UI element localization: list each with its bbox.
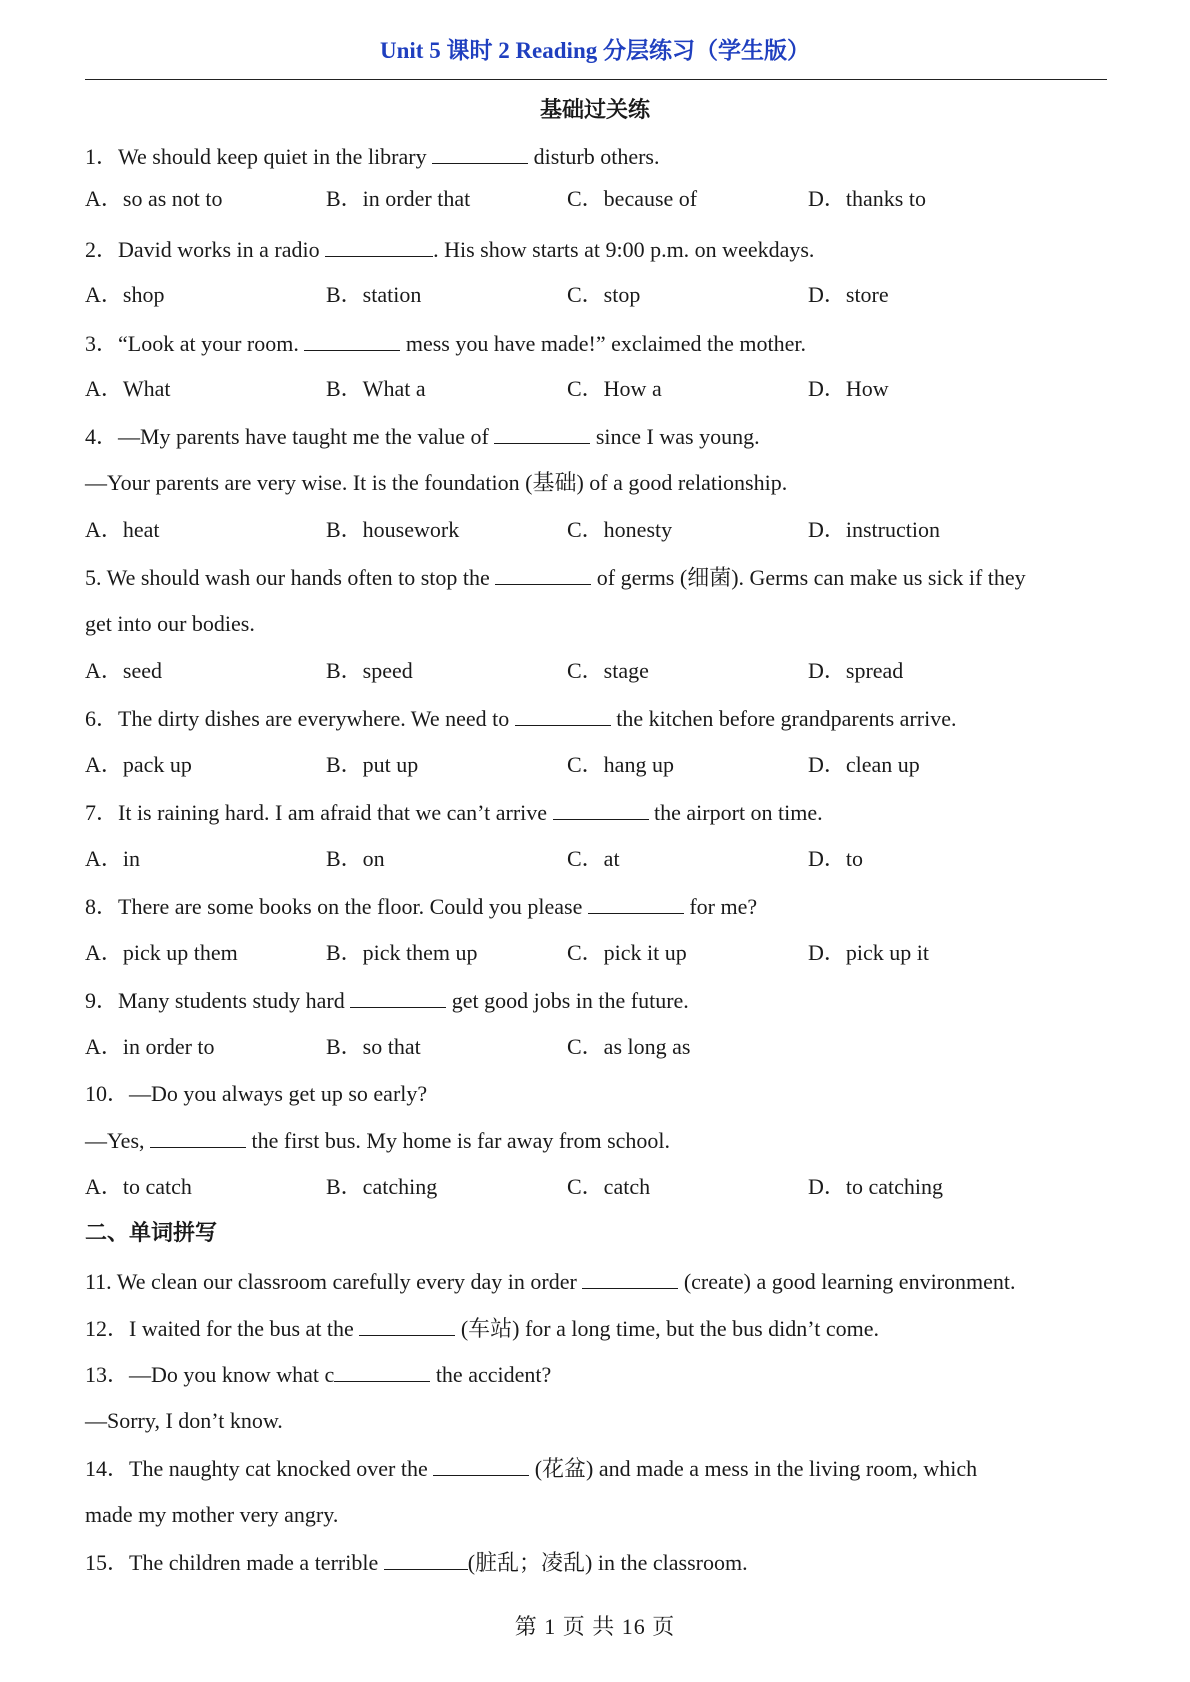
answer-blank: [304, 328, 400, 351]
page-number: 第 1 页 共 16 页: [514, 1614, 676, 1639]
answer-blank: [494, 421, 590, 444]
question-10: 10．—Do you always get up so early?: [85, 1081, 428, 1106]
option-a: A．shop: [85, 282, 165, 307]
question-4-reply: —Your parents are very wise. It is the foundation (基础) of a good relationship.: [85, 470, 788, 495]
option-c: C．catch: [567, 1174, 651, 1199]
section-2-title: 二、单词拼写: [85, 1220, 218, 1245]
option-c: C．stage: [567, 658, 649, 683]
option-b: B．speed: [326, 658, 413, 683]
option-b: B．in order that: [326, 186, 471, 211]
answer-blank: [582, 1266, 678, 1289]
document-title: Unit 5 课时 2 Reading 分层练习（学生版）: [380, 38, 810, 63]
question-15: 15．The children made a terrible (脏乱；凌乱) in the classroom.: [85, 1547, 748, 1578]
option-a: A．pick up them: [85, 940, 238, 965]
answer-blank: [384, 1547, 468, 1570]
question-5: 5. We should wash our hands often to stop the of germs (细菌). Germs can make us sick if they: [85, 562, 1026, 593]
question-4: 4．—My parents have taught me the value of since I was young.: [85, 421, 760, 452]
option-a: A．pack up: [85, 752, 192, 777]
option-b: B．catching: [326, 1174, 438, 1199]
option-d: D．pick up it: [808, 940, 929, 965]
option-a: A．What: [85, 376, 171, 401]
question-13: 13．—Do you know what c the accident?: [85, 1359, 551, 1390]
option-b: B．What a: [326, 376, 426, 401]
option-b: B．put up: [326, 752, 419, 777]
option-b: B．on: [326, 846, 385, 871]
question-12: 12．I waited for the bus at the (车站) for a long time, but the bus didn’t come.: [85, 1313, 879, 1344]
answer-blank: [325, 234, 433, 257]
options-10: [85, 1172, 1107, 1202]
option-c: C．hang up: [567, 752, 674, 777]
options-7: [85, 844, 1107, 874]
question-10-reply: —Yes, the first bus. My home is far away from school.: [85, 1125, 670, 1156]
question-5-cont: get into our bodies.: [85, 611, 255, 636]
option-a: A．so as not to: [85, 186, 223, 211]
option-d: D．thanks to: [808, 186, 926, 211]
answer-blank: [359, 1313, 455, 1336]
answer-blank: [150, 1125, 246, 1148]
answer-blank: [334, 1359, 430, 1382]
option-a: A．seed: [85, 658, 162, 683]
question-6: 6．The dirty dishes are everywhere. We need to the kitchen before grandparents arrive.: [85, 703, 956, 734]
option-d: D．clean up: [808, 752, 920, 777]
options-6: [85, 750, 1107, 780]
option-d: D．instruction: [808, 517, 940, 542]
question-14-cont: made my mother very angry.: [85, 1502, 339, 1527]
option-d: D．store: [808, 282, 889, 307]
option-b: B．so that: [326, 1034, 421, 1059]
option-d: D．How: [808, 376, 889, 401]
answer-blank: [432, 141, 528, 164]
options-8: [85, 938, 1107, 968]
question-7: 7．It is raining hard. I am afraid that we can’t arrive the airport on time.: [85, 797, 823, 828]
option-c: C．because of: [567, 186, 698, 211]
answer-blank: [433, 1453, 529, 1476]
option-b: B．station: [326, 282, 422, 307]
question-8: 8．There are some books on the floor. Could you please for me?: [85, 891, 757, 922]
option-c: C．honesty: [567, 517, 673, 542]
option-a: A．to catch: [85, 1174, 192, 1199]
question-11: 11. We clean our classroom carefully every day in order (create) a good learning environment.: [85, 1266, 1016, 1297]
question-2: 2．David works in a radio . His show starts at 9:00 p.m. on weekdays.: [85, 234, 814, 265]
options-5: [85, 656, 1107, 686]
options-9: [85, 1032, 1107, 1062]
question-3: 3．“Look at your room. mess you have made!” exclaimed the mother.: [85, 328, 806, 359]
option-d: D．to catching: [808, 1174, 944, 1199]
option-b: B．pick them up: [326, 940, 478, 965]
option-a: A．heat: [85, 517, 160, 542]
options-2: [85, 280, 1107, 310]
option-b: B．housework: [326, 517, 460, 542]
option-d: D．spread: [808, 658, 904, 683]
options-4: [85, 515, 1107, 545]
option-c: C．as long as: [567, 1034, 691, 1059]
option-c: C．at: [567, 846, 620, 871]
options-1: [85, 184, 1107, 214]
option-c: C．pick it up: [567, 940, 687, 965]
option-a: A．in order to: [85, 1034, 215, 1059]
answer-blank: [495, 562, 591, 585]
question-13-reply: —Sorry, I don’t know.: [85, 1408, 283, 1433]
question-14: 14．The naughty cat knocked over the (花盆) and made a mess in the living room, which: [85, 1453, 977, 1484]
option-c: C．stop: [567, 282, 641, 307]
option-a: A．in: [85, 846, 141, 871]
section-title: 基础过关练: [539, 97, 650, 122]
question-9: 9．Many students study hard get good jobs in the future.: [85, 985, 689, 1016]
option-c: C．How a: [567, 376, 662, 401]
question-1: 1．We should keep quiet in the library disturb others.: [85, 141, 659, 172]
answer-blank: [515, 703, 611, 726]
option-d: D．to: [808, 846, 864, 871]
header-divider: [85, 79, 1107, 80]
answer-blank: [588, 891, 684, 914]
answer-blank: [553, 797, 649, 820]
answer-blank: [350, 985, 446, 1008]
options-3: [85, 374, 1107, 404]
